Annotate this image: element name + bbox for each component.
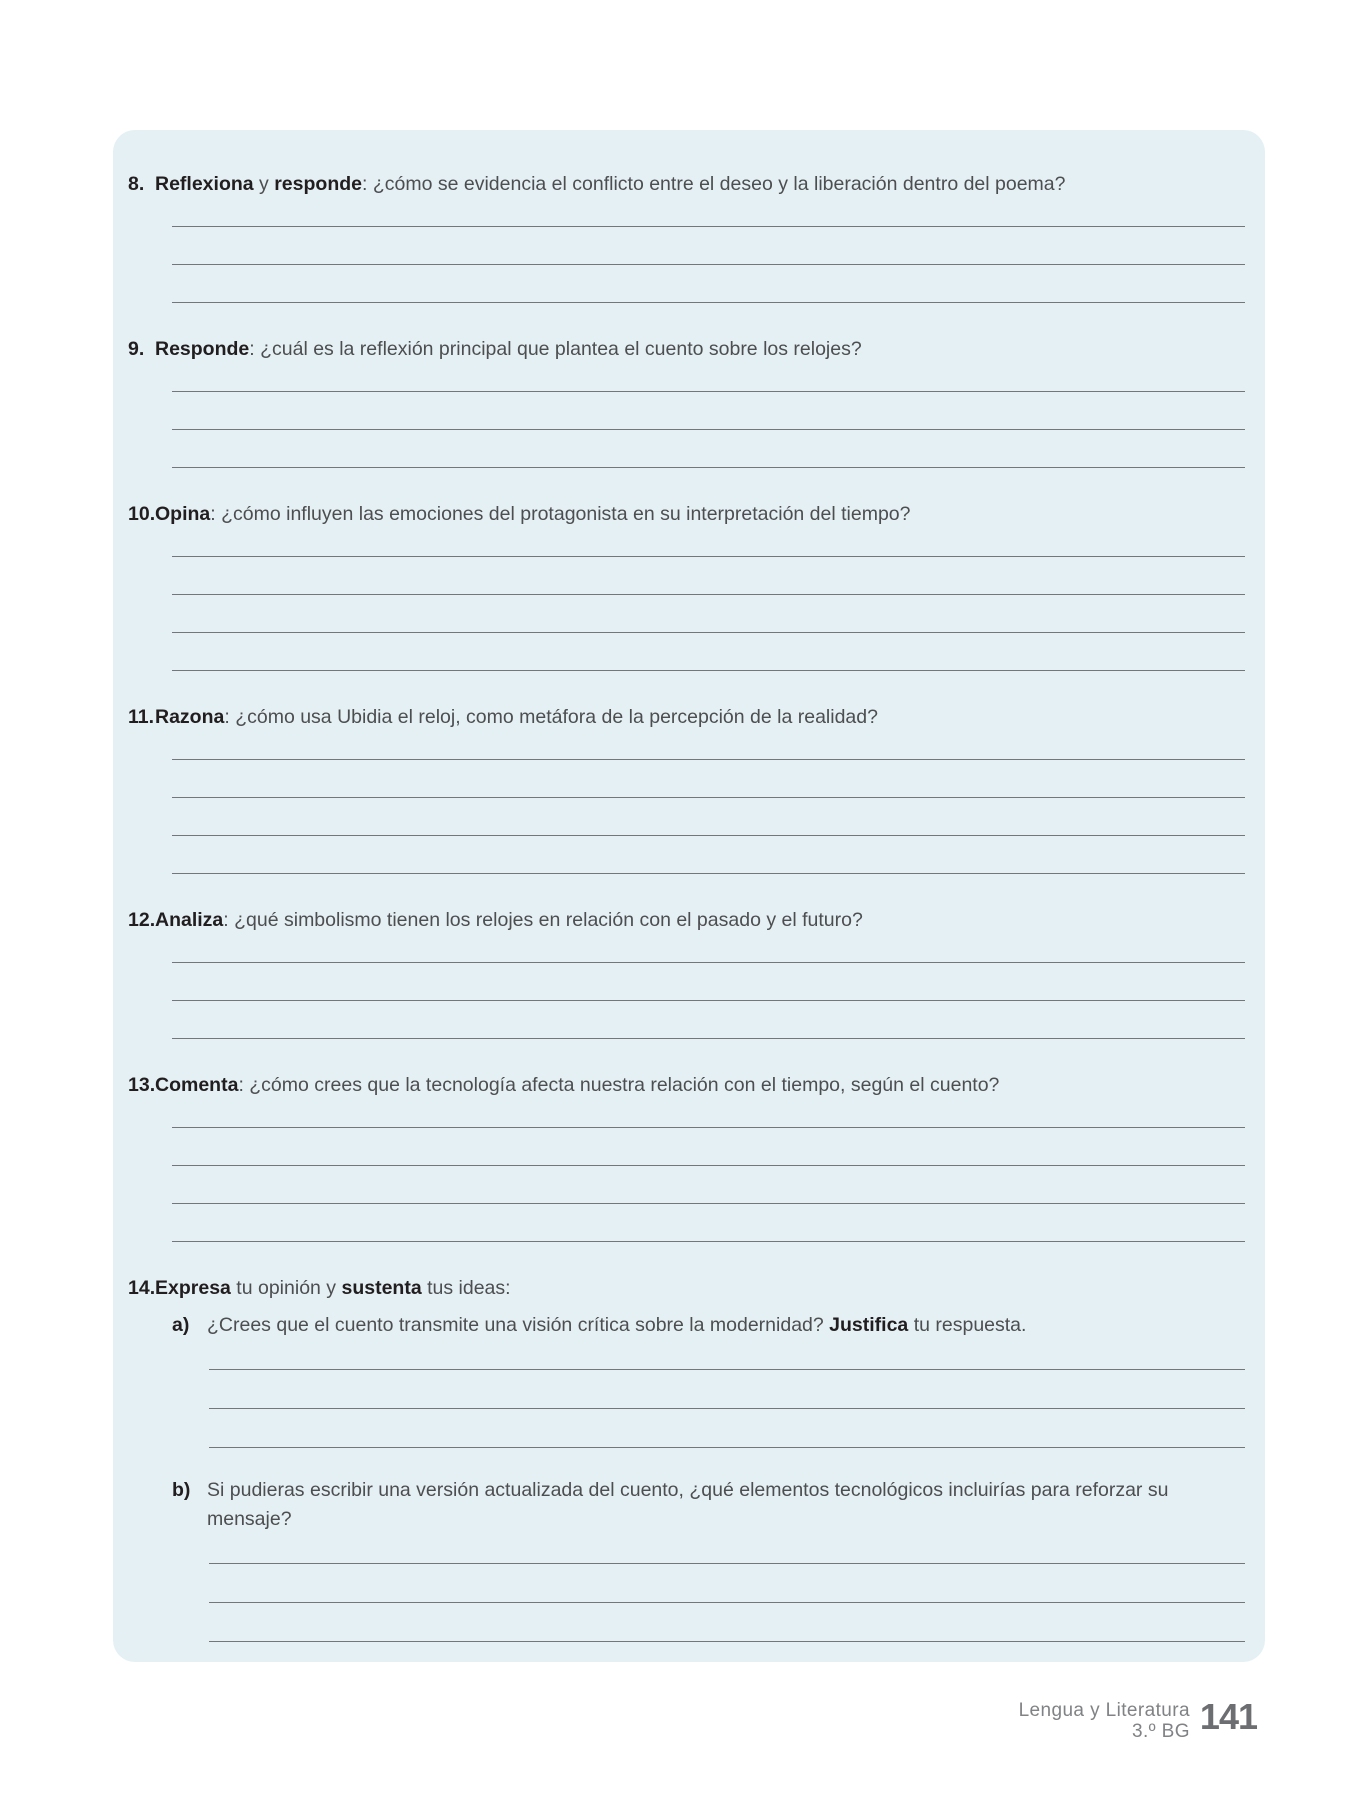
question-text-segment: : ¿cómo usa Ubidia el reloj, como metáfora de la percepción de la realidad? bbox=[224, 706, 878, 728]
answer-lines bbox=[209, 1534, 1245, 1642]
answer-line bbox=[172, 760, 1245, 798]
answer-line bbox=[172, 430, 1245, 468]
answer-lines bbox=[172, 1100, 1245, 1242]
answer-line bbox=[172, 199, 1245, 227]
question-block bbox=[128, 500, 1245, 671]
answer-line bbox=[172, 529, 1245, 557]
question-text-segment: tu opinión y bbox=[230, 1277, 342, 1299]
question-text bbox=[155, 500, 1245, 529]
page-footer bbox=[1018, 1696, 1257, 1742]
answer-line bbox=[172, 1204, 1245, 1242]
question-number: 14. bbox=[128, 1277, 156, 1299]
answer-line bbox=[172, 836, 1245, 874]
question-text-bold-segment: Comenta bbox=[155, 1074, 239, 1096]
sub-item-text bbox=[207, 1311, 1245, 1340]
question-row bbox=[128, 500, 1245, 529]
question-number: 8. bbox=[128, 173, 145, 195]
answer-line bbox=[209, 1564, 1245, 1603]
sub-item-text bbox=[207, 1476, 1245, 1534]
answer-line bbox=[172, 265, 1245, 303]
sub-item-letter: a) bbox=[172, 1314, 190, 1336]
question-block bbox=[128, 335, 1245, 468]
question-row bbox=[128, 703, 1245, 732]
question-block bbox=[128, 170, 1245, 303]
question-text-segment: : ¿cómo crees que la tecnología afecta nuestra relación con el tiempo, según el cuento? bbox=[238, 1074, 1000, 1096]
question-text-segment: y bbox=[253, 173, 275, 195]
question-text-bold-segment: Responde bbox=[155, 338, 250, 360]
answer-lines bbox=[172, 935, 1245, 1039]
answer-lines bbox=[172, 732, 1245, 874]
answer-lines bbox=[172, 529, 1245, 671]
answer-line bbox=[172, 1166, 1245, 1204]
answer-line bbox=[172, 227, 1245, 265]
question-text bbox=[155, 170, 1245, 199]
question-text-bold-segment: sustenta bbox=[341, 1277, 422, 1299]
answer-line bbox=[172, 595, 1245, 633]
question-row bbox=[128, 335, 1245, 364]
question-number: 13. bbox=[128, 1074, 156, 1096]
answer-line bbox=[172, 798, 1245, 836]
question-block bbox=[128, 703, 1245, 874]
answer-line bbox=[172, 963, 1245, 1001]
question-text-bold-segment: Justifica bbox=[829, 1314, 909, 1336]
question-text-segment: : ¿cómo se evidencia el conflicto entre el deseo y la liberación dentro del poema? bbox=[362, 173, 1066, 195]
question-text-segment: tu respuesta. bbox=[908, 1314, 1027, 1336]
question-text bbox=[155, 703, 1245, 732]
question-text bbox=[155, 1071, 1245, 1100]
sub-item-row bbox=[172, 1311, 1245, 1340]
question-text bbox=[155, 906, 1245, 935]
question-text-segment: : ¿qué simbolismo tienen los relojes en relación con el pasado y el futuro? bbox=[223, 909, 863, 931]
question-number: 11. bbox=[128, 706, 155, 728]
question-text-segment: : ¿cuál es la reflexión principal que plantea el cuento sobre los relojes? bbox=[249, 338, 862, 360]
question-text-segment: : ¿cómo influyen las emociones del protagonista en su interpretación del tiempo? bbox=[210, 503, 911, 525]
question-text-segment: ¿Crees que el cuento transmite una visión crítica sobre la modernidad? bbox=[207, 1314, 830, 1336]
sub-item-letter: b) bbox=[172, 1479, 191, 1501]
answer-lines bbox=[209, 1340, 1245, 1448]
answer-lines bbox=[172, 199, 1245, 303]
page-number: 141 bbox=[1199, 1696, 1257, 1737]
worksheet-panel bbox=[113, 130, 1265, 1662]
answer-line bbox=[172, 1001, 1245, 1039]
question-text bbox=[155, 335, 1245, 364]
answer-line bbox=[172, 364, 1245, 392]
question-text-bold-segment: responde bbox=[274, 173, 362, 195]
answer-line bbox=[209, 1534, 1245, 1564]
question-block bbox=[128, 1071, 1245, 1242]
question-block bbox=[128, 1274, 1245, 1642]
answer-line bbox=[172, 633, 1245, 671]
question-text-bold-segment: Analiza bbox=[155, 909, 224, 931]
question-number: 9. bbox=[128, 338, 145, 360]
sub-item bbox=[128, 1311, 1245, 1448]
question-text bbox=[155, 1274, 1245, 1303]
footer-subject: Lengua y Literatura bbox=[1018, 1700, 1190, 1721]
sub-item bbox=[128, 1476, 1245, 1642]
question-row bbox=[128, 170, 1245, 199]
answer-line bbox=[172, 1100, 1245, 1128]
footer-text bbox=[1019, 1701, 1190, 1741]
question-text-segment: tus ideas: bbox=[421, 1277, 511, 1299]
question-row bbox=[128, 1274, 1245, 1303]
question-text-segment: Si pudieras escribir una versión actualizada del cuento, ¿qué elementos tecnológicos incluirías para reforzar su mensaje? bbox=[207, 1479, 1169, 1530]
answer-line bbox=[172, 1128, 1245, 1166]
question-row bbox=[128, 906, 1245, 935]
answer-line bbox=[209, 1340, 1245, 1370]
answer-line bbox=[209, 1370, 1245, 1409]
question-number: 10. bbox=[128, 503, 156, 525]
question-row bbox=[128, 1071, 1245, 1100]
question-text-bold-segment: Razona bbox=[155, 706, 225, 728]
answer-line bbox=[172, 935, 1245, 963]
answer-line bbox=[209, 1409, 1245, 1448]
answer-line bbox=[209, 1603, 1245, 1642]
answer-line bbox=[172, 392, 1245, 430]
question-text-bold-segment: Opina bbox=[155, 503, 211, 525]
sub-item-row bbox=[172, 1476, 1245, 1534]
answer-line bbox=[172, 732, 1245, 760]
question-text-bold-segment: Reflexiona bbox=[155, 173, 254, 195]
question-number: 12. bbox=[128, 909, 156, 931]
answer-line bbox=[172, 557, 1245, 595]
questions-container bbox=[128, 170, 1245, 1642]
question-text-bold-segment: Expresa bbox=[155, 1277, 231, 1299]
answer-lines bbox=[172, 364, 1245, 468]
question-block bbox=[128, 906, 1245, 1039]
footer-grade: 3.º BG bbox=[1132, 1721, 1190, 1742]
